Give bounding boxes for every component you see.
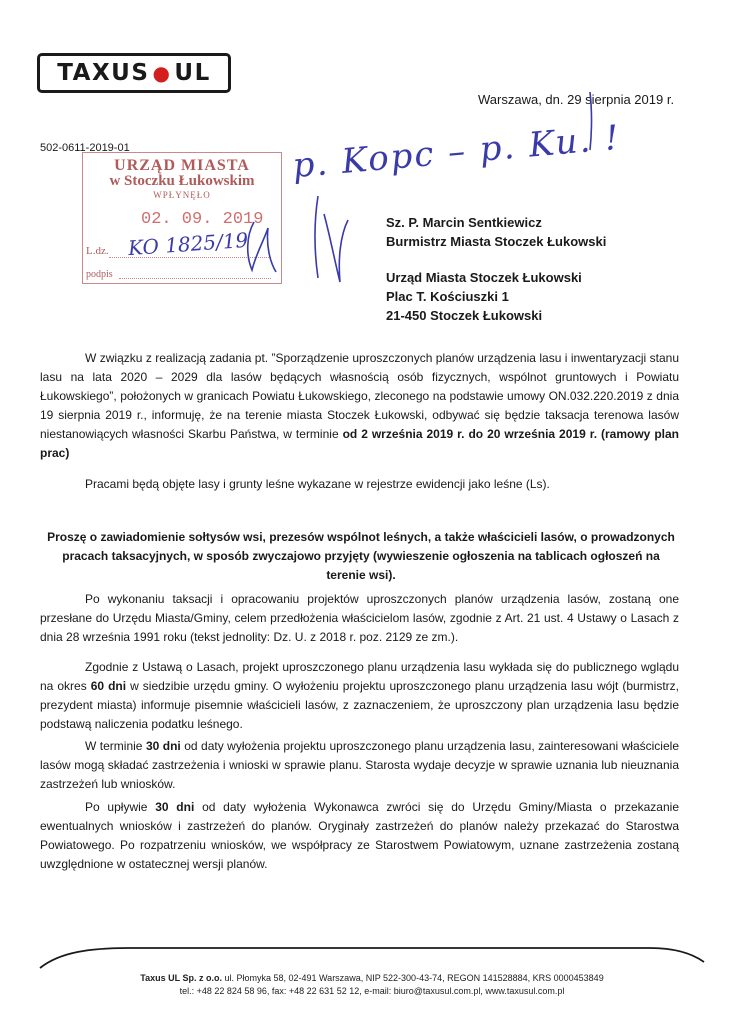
- paragraph-5: W terminie 30 dni od daty wyłożenia projektu uproszczonego planu urządzenia lasu, zainteresowani właściciele lasów mogą składać zastrzeżenia i wnioski w sprawie planu. Starosta wydaje decyzje w sprawie uznania lub nieuznania zastrzeżeń lub wniosków.: [40, 739, 679, 791]
- stamp-ldz-label: L.dz.: [86, 245, 109, 257]
- stamp-podpis-label: podpis: [86, 269, 113, 280]
- logo-dot-icon: ●: [152, 61, 172, 85]
- recipient-office: Urząd Miasta Stoczek Łukowski: [386, 270, 582, 285]
- footer: [40, 972, 704, 998]
- logo-text-left: TAXUS: [57, 60, 150, 86]
- handwritten-note: p. Kopc – p. Ku. !: [290, 117, 623, 187]
- paragraph-2: Pracami będą objęte lasy i grunty leśne wykazane w rejestrze ewidencji jako leśne (Ls).: [85, 477, 550, 491]
- stamp-line-3: WPŁYNĘŁO: [153, 190, 211, 200]
- paragraph-1: W związku z realizacją zadania pt. ”Sporządzenie uproszczonych planów urządzenia lasu i inwentaryzacji stanu lasu na lata 2020 – 2029 dla lasów będących własnością osób fizycznych, wspólnot gruntowych i Powiatu Łukowskiego”, położonych w granicach Powiatu Łukowskiego, zleconego na podstawie umowy ON.032.220.2019 z dnia 19 sierpnia 2019 r., informuję, że na terenie miasta Stoczek Łukowski, odbywać się będzie taksacja terenowa lasów niestanowiących własności Skarbu Państwa, w terminie od 2 września 2019 r. do 20 września 2019 r. (ramowy plan prac): [40, 351, 679, 460]
- company-logo: [37, 53, 231, 93]
- work-period: od 2 września 2019 r. do 20 września 2019 r. (ramowy plan prac): [40, 427, 679, 460]
- stamp-date: 02. 09. 2019: [141, 210, 264, 229]
- place-date: Warszawa, dn. 29 sierpnia 2019 r.: [478, 92, 675, 107]
- received-stamp: [82, 152, 282, 284]
- paragraph-4: Zgodnie z Ustawą o Lasach, projekt uproszczonego planu urządzenia lasu wykłada się do publicznego wglądu na okres 60 dni w siedzibie urzędu gminy. O wyłożeniu projektu uproszczonego planu urządzenia lasu wójt (burmistrz, prezydent miasta) informuje pisemnie właścicieli lasów, z zaznaczeniem, że uproszczony plan urządzenia lasu będzie podstawą naliczenia podatku leśnego.: [40, 660, 679, 731]
- logo-text-right: UL: [174, 60, 211, 86]
- footer-address: ul. Płomyka 58, 02-491 Warszawa, NIP 522-300-43-74, REGON 141528884, KRS 0000453849: [221, 973, 604, 983]
- reference-number: 502-0611-2019-01: [40, 142, 130, 154]
- notice-request: Proszę o zawiadomienie sołtysów wsi, prezesów wspólnot leśnych, a także właścicieli lasów, o prowadzonych pracach taksacyjnych, w sposób zwyczajowo przyjęty (wywieszenie ogłoszenia na tablicach ogłoszeń na terenie wsi).: [47, 530, 675, 582]
- recipient-city: 21-450 Stoczek Łukowski: [386, 308, 543, 323]
- stamp-podpis-line: [119, 278, 271, 279]
- stamp-line-2: w Stoczku Łukowskim: [109, 173, 255, 189]
- recipient-street: Plac T. Kościuszki 1: [386, 289, 509, 304]
- recipient-name: Sz. P. Marcin Sentkiewicz: [386, 215, 542, 230]
- stamp-line-1: URZĄD MIASTA: [114, 157, 250, 174]
- handwritten-registry-number: KO 1825/19: [127, 227, 249, 261]
- recipient-title: Burmistrz Miasta Stoczek Łukowski: [386, 234, 607, 249]
- footer-contact: tel.: +48 22 824 58 96, fax: +48 22 631 52 12, e-mail: biuro@taxusul.com.pl, www.taxusul.com.pl: [179, 986, 565, 996]
- paragraph-3: Po wykonaniu taksacji i opracowaniu projektów uproszczonych planów urządzenia lasów, zostaną one przesłane do Urzędu Miasta/Gminy, celem przedłożenia właścicielom lasów, zgodnie z Art. 21 ust. 4 Ustawy o Lasach z dnia 28 września 1991 roku (tekst jednolity: Dz. U. z 2018 r. poz. 2129 ze zm.).: [40, 592, 679, 644]
- footer-company: Taxus UL Sp. z o.o.: [140, 973, 222, 983]
- paragraph-6: Po upływie 30 dni od daty wyłożenia Wykonawca zwróci się do Urzędu Gminy/Miasta o przekazanie ewentualnych wniosków i zastrzeżeń do planów. Oryginały zastrzeżeń do planów należy przekazać do Starostwa Powiatowego. Po rozpatrzeniu wniosków, we współpracy ze Starostwem Powiatowym, uznane zastrzeżenia zostaną uwzględnione w ostatecznej wersji planów.: [40, 800, 679, 871]
